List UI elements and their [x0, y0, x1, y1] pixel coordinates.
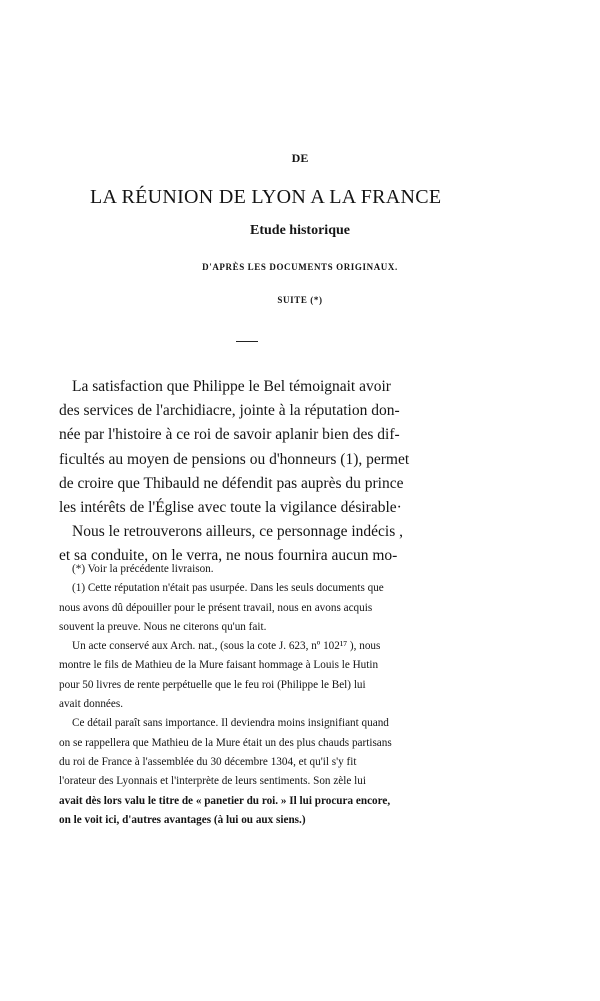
body-line: des services de l'archidiacre, jointe à la réputation don-	[59, 402, 400, 420]
body-line: de croire que Thibauld ne défendit pas auprès du prince	[59, 474, 404, 492]
footnote-line: avait dès lors valu le titre de « panetier du roi. » Il lui procura encore,	[59, 794, 391, 807]
footnote-line: Un acte conservé aux Arch. nat., (sous la cote J. 623, nº 102¹⁷ ), nous	[72, 640, 381, 653]
footnote-line: on se rappellera que Mathieu de la Mure était un des plus chauds partisans	[59, 736, 392, 749]
article-subtitle: Etude historique	[250, 223, 350, 238]
footnote-line: avait données.	[59, 698, 123, 711]
heading-pre: DE	[291, 151, 309, 165]
footnote-line: Ce détail paraît sans importance. Il deviendra moins insignifiant quand	[72, 717, 389, 730]
footnote-line: on le voit ici, d'autres avantages (à lui ou aux siens.)	[59, 813, 306, 826]
body-line: les intérêts de l'Église avec toute la vigilance désirable·	[59, 498, 402, 516]
footnote-line: du roi de France à l'assemblée du 30 décembre 1304, et qu'il s'y fit	[59, 755, 357, 768]
footnote-line: (1) Cette réputation n'était pas usurpée. Dans les seuls documents que	[72, 582, 384, 595]
footnote-line: (*) Voir la précédente livraison.	[72, 563, 214, 575]
footnote-line: montre le fils de Mathieu de la Mure faisant hommage à Louis le Hutin	[59, 659, 379, 672]
footnotes	[59, 560, 559, 830]
article-title: LA RÉUNION DE LYON A LA FRANCE	[90, 186, 442, 208]
body-line: Nous le retrouverons ailleurs, ce personnage indécis ,	[72, 523, 403, 541]
footnote-line: l'orateur des Lyonnais et l'interprète de leurs sentiments. Son zèle lui	[59, 775, 366, 788]
body-line: ficultés au moyen de pensions ou d'honneurs (1), permet	[59, 450, 410, 468]
section-divider	[236, 341, 258, 342]
article-suite-note: SUITE (*)	[277, 295, 323, 305]
footnote-line: pour 50 livres de rente perpétuelle que le feu roi (Philippe le Bel) lui	[59, 678, 366, 691]
body-paragraph	[59, 375, 559, 569]
body-line: et sa conduite, on le verra, ne nous fournira aucun mo-	[59, 547, 398, 565]
body-line: née par l'histoire à ce roi de savoir aplanir bien des dif-	[59, 426, 400, 444]
footnote-line: nous avons dû dépouiller pour le présent travail, nous en avons acquis	[59, 601, 373, 614]
body-line: La satisfaction que Philippe le Bel témoignait avoir	[72, 378, 391, 395]
article-source-note: D'APRÈS LES DOCUMENTS ORIGINAUX.	[202, 262, 398, 272]
footnote-line: souvent la preuve. Nous ne citerons qu'un fait.	[59, 620, 267, 633]
